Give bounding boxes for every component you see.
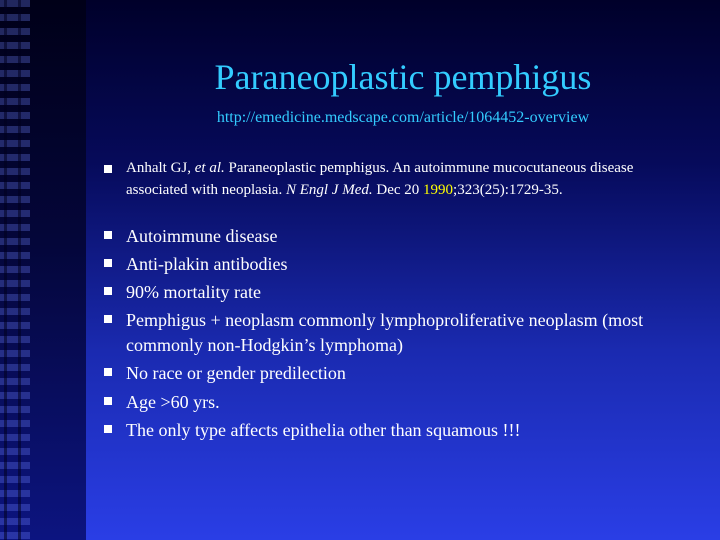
- list-item-text: Autoimmune disease: [126, 225, 278, 246]
- square-bullet-icon: [104, 165, 112, 173]
- bullet-list: [104, 158, 684, 446]
- reference-article-title: Paraneoplastic pemphigus. An autoimmune mucocutaneous disease associated with neoplasia.: [126, 160, 634, 198]
- reference-authors: Anhalt GJ,: [126, 160, 191, 176]
- square-bullet-icon: [104, 315, 112, 323]
- list-item: [104, 361, 684, 386]
- list-item: [104, 390, 684, 415]
- reference-item: [104, 158, 684, 202]
- list-item-text: Anti-plakin antibodies: [126, 253, 288, 274]
- list-item: [104, 308, 684, 358]
- list-item-text: Pemphigus + neoplasm commonly lymphoproliferative neoplasm (most commonly non-Hodgkin’s lymphoma): [126, 310, 644, 356]
- square-bullet-icon: [104, 259, 112, 267]
- reference-et-al: et al.: [194, 160, 225, 176]
- decorative-grid-overlay: [0, 0, 30, 540]
- reference-year: 1990: [423, 181, 454, 198]
- list-item: [104, 418, 684, 443]
- slide-title: Paraneoplastic pemphigus: [214, 57, 592, 97]
- list-item: [104, 280, 684, 305]
- square-bullet-icon: [104, 231, 112, 239]
- source-url: http://emedicine.medscape.com/article/1064452-overview: [216, 109, 590, 126]
- list-item-text: 90% mortality rate: [126, 281, 261, 302]
- reference-date: Dec 20: [376, 181, 420, 198]
- square-bullet-icon: [104, 287, 112, 295]
- list-item-text: Age >60 yrs.: [126, 391, 220, 412]
- list-item-text: No race or gender predilection: [126, 363, 346, 384]
- reference-journal: N Engl J Med.: [285, 181, 373, 198]
- list-item: [104, 224, 684, 249]
- list-item-text: The only type affects epithelia other than squamous !!!: [126, 419, 521, 440]
- decorative-sidebar: [0, 0, 86, 540]
- list-item: [104, 252, 684, 277]
- square-bullet-icon: [104, 368, 112, 376]
- reference-citation: ;323(25):1729-35.: [453, 181, 563, 198]
- square-bullet-icon: [104, 397, 112, 405]
- square-bullet-icon: [104, 425, 112, 433]
